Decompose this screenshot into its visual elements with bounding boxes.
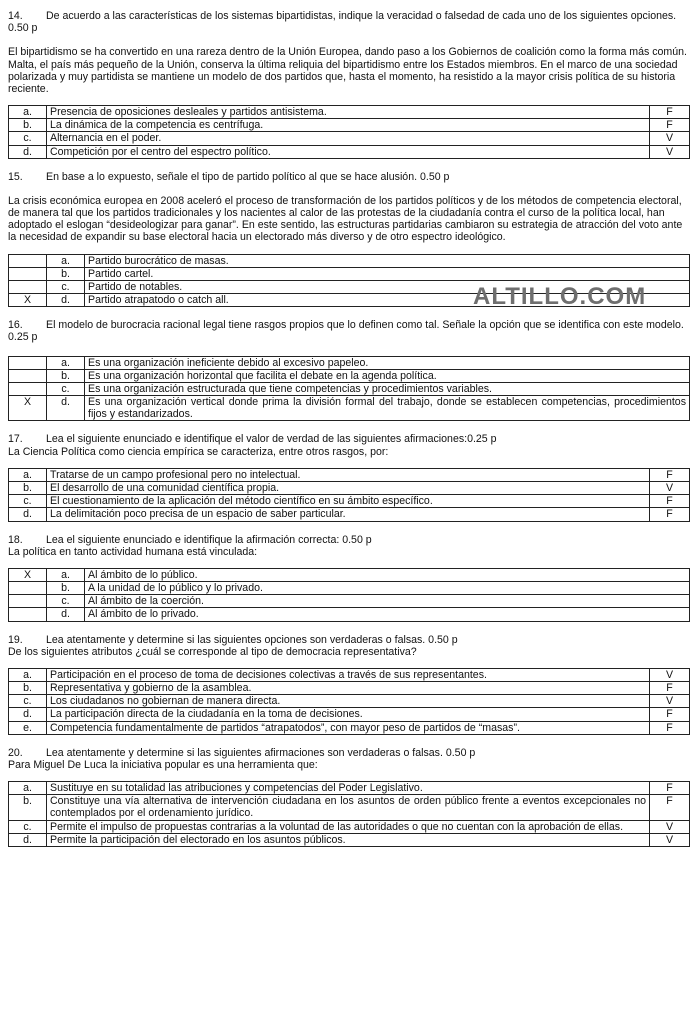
answer-mark: F xyxy=(650,782,690,795)
selected-mark xyxy=(9,280,47,293)
question-18-table xyxy=(8,568,690,622)
question-20-title xyxy=(8,747,690,759)
selected-mark: X xyxy=(9,396,47,421)
answer-mark: F xyxy=(650,795,690,820)
answer-mark: V xyxy=(650,145,690,158)
selected-mark xyxy=(9,267,47,280)
question-20-table xyxy=(8,781,690,847)
option-letter: c. xyxy=(47,595,85,608)
question-text: El modelo de burocracia racional legal tiene rasgos propios que lo definen como tal. Señale la opción que se identifica con este modelo. 0.25 p xyxy=(8,319,684,344)
table-row xyxy=(9,782,690,795)
question-number: 17. xyxy=(8,433,23,446)
option-letter: b. xyxy=(9,682,47,695)
table-row xyxy=(9,481,690,494)
option-letter: d. xyxy=(47,294,85,307)
option-text: La dinámica de la competencia es centrífuga. xyxy=(47,119,650,132)
answer-mark: F xyxy=(650,495,690,508)
exam-page xyxy=(8,10,690,847)
answer-mark: F xyxy=(650,468,690,481)
question-number: 18. xyxy=(8,533,23,546)
option-text: El desarrollo de una comunidad científica propia. xyxy=(47,481,650,494)
table-row xyxy=(9,508,690,521)
table-row xyxy=(9,267,690,280)
table-row xyxy=(9,582,690,595)
option-text: Alternancia en el poder. xyxy=(47,132,650,145)
option-letter: a. xyxy=(47,356,85,369)
option-letter: c. xyxy=(9,495,47,508)
question-16-title xyxy=(8,319,690,343)
table-row xyxy=(9,382,690,395)
option-letter: a. xyxy=(9,668,47,681)
question-17-title xyxy=(8,433,690,445)
selected-mark xyxy=(9,608,47,621)
option-text: Es una organización estructurada que tiene competencias y procedimientos variables. xyxy=(85,382,690,395)
option-letter: d. xyxy=(47,608,85,621)
answer-mark: F xyxy=(650,508,690,521)
option-letter: d. xyxy=(47,396,85,421)
option-letter: a. xyxy=(9,782,47,795)
table-row xyxy=(9,254,690,267)
option-letter: c. xyxy=(9,695,47,708)
question-17-table xyxy=(8,468,690,522)
answer-mark: V xyxy=(650,820,690,833)
question-number: 20. xyxy=(8,746,23,759)
table-row xyxy=(9,132,690,145)
option-letter: b. xyxy=(9,481,47,494)
option-text: Los ciudadanos no gobiernan de manera directa. xyxy=(47,695,650,708)
selected-mark xyxy=(9,356,47,369)
option-text: Presencia de oposiciones desleales y partidos antisistema. xyxy=(47,106,650,119)
question-18-title xyxy=(8,534,690,546)
question-19-title xyxy=(8,634,690,646)
option-text: Partido cartel. xyxy=(85,267,690,280)
option-text: Al ámbito de lo privado. xyxy=(85,608,690,621)
option-letter: c. xyxy=(9,132,47,145)
question-number: 19. xyxy=(8,633,23,646)
answer-mark: V xyxy=(650,833,690,846)
option-text: El cuestionamiento de la aplicación del método científico en su ámbito específico. xyxy=(47,495,650,508)
option-letter: c. xyxy=(47,382,85,395)
option-text: Permite el impulso de propuestas contrarias a la voluntad de las autoridades o que no cuentan con la aprobación de ellas. xyxy=(47,820,650,833)
option-text: Es una organización horizontal que facilita el debate en la agenda política. xyxy=(85,369,690,382)
table-row xyxy=(9,396,690,421)
answer-mark: F xyxy=(650,682,690,695)
question-15-title xyxy=(8,171,690,183)
option-text: Partido atrapatodo o catch all. xyxy=(85,294,690,307)
table-row xyxy=(9,369,690,382)
question-text: Lea atentamente y determine si las siguientes afirmaciones son verdaderas o falsas. 0.50 p xyxy=(46,746,476,759)
answer-mark: F xyxy=(650,119,690,132)
option-letter: d. xyxy=(9,708,47,721)
option-letter: a. xyxy=(9,106,47,119)
table-row xyxy=(9,356,690,369)
table-row xyxy=(9,668,690,681)
table-row xyxy=(9,695,690,708)
option-letter: a. xyxy=(47,254,85,267)
option-text: A la unidad de lo público y lo privado. xyxy=(85,582,690,595)
option-text: Partido burocrático de masas. xyxy=(85,254,690,267)
question-15-passage: La crisis económica europea en 2008 aceleró el proceso de transformación de los partidos políticos y de los métodos de competencia electoral, de manera tal que los partidos tradicionales y los nacientes al calor de las protestas de la ciudadanía contra el curso de la política local, han adoptado el eslogan “desideologizar para ganar”. En este sentido, las estructuras partidarias cambiaron su estrategia de atracción del voto ante la necesidad de expandir su base electoral hacia un electorado más diverso y de otro espectro ideológico. xyxy=(8,194,683,244)
option-text: Partido de notables. xyxy=(85,280,690,293)
question-number: 14. xyxy=(8,10,23,22)
option-text: Es una organización vertical donde prima la división formal del trabajo, donde se establecen competencias, procedimientos fijos y estandarizados. xyxy=(85,396,690,421)
table-row xyxy=(9,145,690,158)
answer-mark: V xyxy=(650,695,690,708)
option-text: Al ámbito de la coerción. xyxy=(85,595,690,608)
table-row xyxy=(9,820,690,833)
question-text: Lea atentamente y determine si las siguientes opciones son verdaderas o falsas. 0.50 p xyxy=(46,633,458,646)
option-text: Constituye una vía alternativa de intervención ciudadana en los asuntos de orden público frente a eventos excepcionales no contemplados por el ordenamiento jurídico. xyxy=(47,795,650,820)
answer-mark: F xyxy=(650,106,690,119)
option-letter: d. xyxy=(9,833,47,846)
option-letter: b. xyxy=(47,582,85,595)
table-row xyxy=(9,795,690,820)
option-text: La delimitación poco precisa de un espacio de saber particular. xyxy=(47,508,650,521)
selected-mark xyxy=(9,382,47,395)
question-14-table xyxy=(8,105,690,159)
table-row xyxy=(9,682,690,695)
table-row xyxy=(9,708,690,721)
table-row xyxy=(9,468,690,481)
answer-mark: V xyxy=(650,668,690,681)
table-row xyxy=(9,495,690,508)
table-row xyxy=(9,721,690,734)
selected-mark xyxy=(9,254,47,267)
question-19-statement: De los siguientes atributos ¿cuál se corresponde al tipo de democracia representativa? xyxy=(8,645,417,658)
question-19-table xyxy=(8,668,690,735)
question-text: Lea el siguiente enunciado e identifique el valor de verdad de las siguientes afirmaciones:0.25 p xyxy=(46,433,497,446)
answer-mark: V xyxy=(650,481,690,494)
option-text: Permite la participación del electorado en los asuntos públicos. xyxy=(47,833,650,846)
option-text: Competición por el centro del espectro político. xyxy=(47,145,650,158)
selected-mark xyxy=(9,369,47,382)
question-20-statement: Para Miguel De Luca la iniciativa popular es una herramienta que: xyxy=(8,758,318,771)
option-text: Representativa y gobierno de la asamblea. xyxy=(47,682,650,695)
question-16-table xyxy=(8,356,690,422)
option-letter: d. xyxy=(9,145,47,158)
option-text: Es una organización ineficiente debido al excesivo papeleo. xyxy=(85,356,690,369)
answer-mark: F xyxy=(650,708,690,721)
question-18-statement: La política en tanto actividad humana está vinculada: xyxy=(8,545,258,558)
site-watermark: ALTILLO.COM xyxy=(473,283,647,310)
question-text: En base a lo expuesto, señale el tipo de partido político al que se hace alusión. 0.50 p xyxy=(46,170,450,183)
option-text: Al ámbito de lo público. xyxy=(85,568,690,581)
selected-mark xyxy=(9,595,47,608)
question-14-title xyxy=(8,10,690,34)
option-letter: d. xyxy=(9,508,47,521)
option-text: Participación en el proceso de toma de decisiones colectivas a través de sus representantes. xyxy=(47,668,650,681)
option-letter: b. xyxy=(47,267,85,280)
table-row xyxy=(9,568,690,581)
option-letter: b. xyxy=(9,119,47,132)
option-letter: c. xyxy=(47,280,85,293)
question-text: De acuerdo a las características de los sistemas bipartidistas, indique la veracidad o falsedad de cada uno de los siguientes opciones. 0.50 p xyxy=(8,10,677,35)
table-row xyxy=(9,833,690,846)
question-number: 16. xyxy=(8,319,23,332)
table-row xyxy=(9,106,690,119)
option-letter: b. xyxy=(9,795,47,820)
answer-mark: F xyxy=(650,721,690,734)
option-letter: b. xyxy=(47,369,85,382)
option-text: Tratarse de un campo profesional pero no intelectual. xyxy=(47,468,650,481)
question-number: 15. xyxy=(8,170,23,183)
option-text: Sustituye en su totalidad las atribuciones y competencias del Poder Legislativo. xyxy=(47,782,650,795)
option-letter: a. xyxy=(47,568,85,581)
selected-mark xyxy=(9,582,47,595)
selected-mark: X xyxy=(9,568,47,581)
answer-mark: V xyxy=(650,132,690,145)
option-text: La participación directa de la ciudadanía en la toma de decisiones. xyxy=(47,708,650,721)
option-letter: a. xyxy=(9,468,47,481)
question-17-statement: La Ciencia Política como ciencia empírica se caracteriza, entre otros rasgos, por: xyxy=(8,445,389,458)
table-row xyxy=(9,119,690,132)
option-letter: e. xyxy=(9,721,47,734)
option-letter: c. xyxy=(9,820,47,833)
question-text: Lea el siguiente enunciado e identifique la afirmación correcta: 0.50 p xyxy=(46,533,372,546)
table-row xyxy=(9,608,690,621)
selected-mark: X xyxy=(9,294,47,307)
question-14-passage: El bipartidismo se ha convertido en una rareza dentro de la Unión Europea, dando paso a los Gobiernos de coalición como la forma más común. Malta, el país más pequeño de la Unión, conserva la última reliquia del bipartidismo entre los Estados miembros. En el marco de una sociedad polarizada y muy partidista se mantiene un modelo de dos partidos que, hasta el momento, ha resistido a la mayor crisis política de su historia reciente. xyxy=(8,46,687,95)
table-row xyxy=(9,595,690,608)
option-text: Competencia fundamentalmente de partidos “atrapatodos”, con mayor peso de partidos de “masas”. xyxy=(47,721,650,734)
